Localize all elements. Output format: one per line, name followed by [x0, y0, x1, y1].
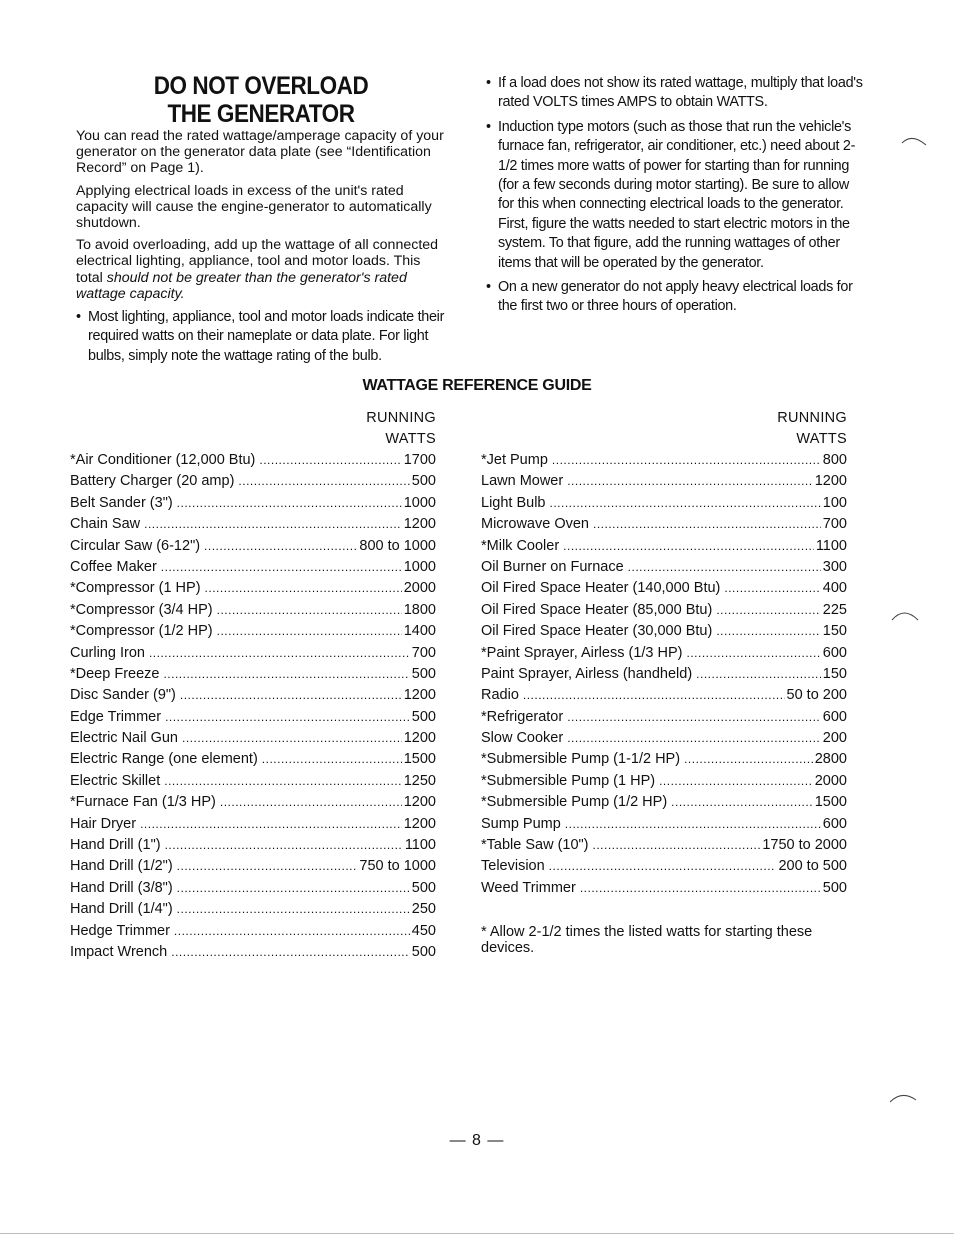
table-row — [70, 621, 436, 642]
item-watts: 500 — [411, 473, 436, 490]
item-name: Hand Drill (3/8") — [70, 879, 173, 896]
dot-leader — [217, 621, 402, 642]
column-header-line-1: RUNNING — [366, 410, 436, 426]
item-name: Battery Charger (20 amp) — [70, 473, 235, 490]
item-name: Hand Drill (1/4") — [70, 901, 173, 918]
intro-bullets — [76, 308, 450, 366]
intro-p3-text: To avoid overloading, add up the wattage of all connected electrical lighting, appliance, tool and motor loads. This total — [76, 237, 439, 286]
table-row — [70, 792, 436, 813]
item-name: Coffee Maker — [70, 558, 157, 575]
item-name: Edge Trimmer — [70, 708, 162, 725]
dot-leader — [177, 493, 402, 514]
right-bullets — [486, 74, 864, 322]
dot-leader — [163, 664, 409, 685]
dot-leader — [238, 471, 409, 492]
table-row — [481, 728, 847, 749]
dot-leader — [671, 792, 813, 813]
section-heading: WATTAGE REFERENCE GUIDE — [362, 377, 592, 394]
table-row — [70, 942, 436, 963]
dot-leader — [659, 771, 813, 792]
item-name: Slow Cooker — [481, 730, 564, 747]
dot-leader — [217, 600, 402, 621]
table-row — [481, 771, 847, 792]
item-watts: 1500 — [403, 751, 436, 768]
item-name: *Submersible Pump (1-1/2 HP) — [481, 751, 681, 768]
dot-leader — [165, 835, 403, 856]
item-watts: 1200 — [403, 730, 436, 747]
title-line-1: DO NOT OVERLOAD — [153, 72, 369, 100]
item-watts: 600 — [822, 708, 847, 725]
table-row — [70, 899, 436, 920]
table-row — [481, 493, 847, 514]
item-watts: 1200 — [403, 687, 436, 704]
item-watts: 1100 — [404, 837, 436, 854]
scan-mark-icon — [888, 1088, 918, 1104]
table-row — [70, 578, 436, 599]
item-name: Disc Sander (9") — [70, 687, 176, 704]
item-name: *Compressor (1/2 HP) — [70, 623, 213, 640]
item-name: Light Bulb — [481, 494, 546, 511]
item-watts: 150 — [822, 623, 847, 640]
item-name: Electric Skillet — [70, 772, 161, 789]
item-watts: 50 to 200 — [786, 687, 847, 704]
table-row — [70, 493, 436, 514]
table-row — [481, 514, 847, 535]
dot-leader — [716, 600, 820, 621]
dot-leader — [259, 450, 401, 471]
item-watts: 800 — [822, 452, 847, 468]
dot-leader — [177, 856, 358, 877]
item-watts: 450 — [411, 922, 436, 939]
table-row — [70, 749, 436, 770]
table-row — [70, 685, 436, 706]
table-row — [70, 814, 436, 835]
item-watts: 100 — [822, 494, 847, 511]
item-watts: 500 — [411, 708, 436, 725]
intro-paragraph-3 — [76, 237, 450, 302]
item-watts: 400 — [822, 580, 847, 597]
item-name: Paint Sprayer, Airless (handheld) — [481, 665, 693, 682]
dot-leader — [716, 621, 820, 642]
item-watts: 200 — [822, 730, 847, 747]
table-row — [70, 450, 436, 471]
table-row — [70, 643, 436, 664]
dot-leader — [182, 728, 402, 749]
table-row — [70, 471, 436, 492]
item-watts: 700 — [822, 516, 847, 533]
footnote: * Allow 2-1/2 times the listed watts for starting these devices. — [481, 924, 813, 956]
dot-leader — [171, 942, 410, 963]
column-header-line-1: RUNNING — [777, 410, 847, 426]
column-header — [481, 408, 847, 450]
dot-leader — [149, 643, 410, 664]
intro-p3-emphasis: should not be greater than the generator's rated wattage capacity. — [76, 269, 407, 302]
dot-leader — [205, 578, 402, 599]
column-header-line-2: WATTS — [796, 431, 847, 447]
item-watts: 1750 to 2000 — [762, 837, 847, 854]
dot-leader — [686, 643, 820, 664]
table-row — [70, 664, 436, 685]
table-row — [70, 728, 436, 749]
intro-paragraph-2: Applying electrical loads in excess of the unit's rated capacity will cause the engine-generator to automatically shutdown. — [76, 182, 432, 232]
item-name: Television — [481, 858, 545, 875]
item-watts: 500 — [411, 879, 436, 896]
title-line-2: THE GENERATOR — [167, 100, 355, 128]
dot-leader — [177, 899, 410, 920]
table-row — [481, 536, 847, 557]
table-row — [70, 856, 436, 877]
item-watts: 2000 — [403, 580, 436, 597]
table-row — [481, 749, 847, 770]
item-watts: 600 — [822, 815, 847, 832]
dot-leader — [628, 557, 821, 578]
item-watts: 500 — [411, 665, 436, 682]
dot-leader — [549, 856, 777, 877]
table-row — [481, 814, 847, 835]
item-name: *Compressor (3/4 HP) — [70, 601, 213, 618]
item-watts: 2000 — [814, 772, 847, 789]
item-watts: 1700 — [403, 452, 436, 468]
dot-leader — [684, 749, 813, 770]
item-name: *Submersible Pump (1 HP) — [481, 772, 656, 789]
bottom-rule — [0, 1233, 954, 1234]
item-name: Oil Fired Space Heater (140,000 Btu) — [481, 580, 721, 597]
table-rows — [481, 450, 847, 899]
dot-leader — [565, 814, 821, 835]
item-watts: 150 — [822, 665, 847, 682]
item-name: *Milk Cooler — [481, 537, 560, 554]
item-name: Oil Fired Space Heater (30,000 Btu) — [481, 623, 713, 640]
item-watts: 500 — [411, 943, 436, 960]
table-row — [70, 707, 436, 728]
table-row — [481, 557, 847, 578]
item-name: Oil Fired Space Heater (85,000 Btu) — [481, 601, 713, 618]
table-row — [481, 471, 847, 492]
dot-leader — [180, 685, 402, 706]
item-name: Chain Saw — [70, 516, 141, 533]
dot-leader — [165, 707, 410, 728]
item-watts: 800 to 1000 — [359, 537, 436, 554]
table-row — [70, 557, 436, 578]
table-row — [481, 856, 847, 877]
page-title — [95, 72, 428, 128]
dot-leader — [567, 728, 821, 749]
item-name: *Jet Pump — [481, 452, 548, 468]
item-name: Lawn Mower — [481, 473, 564, 490]
item-watts: 750 to 1000 — [359, 858, 436, 875]
table-row — [481, 643, 847, 664]
dot-leader — [161, 557, 402, 578]
table-row — [481, 878, 847, 899]
dot-leader — [567, 707, 821, 728]
item-watts: 2800 — [814, 751, 847, 768]
wattage-table-right — [481, 408, 847, 899]
table-row — [70, 921, 436, 942]
item-watts: 1250 — [403, 772, 436, 789]
column-header — [70, 408, 436, 450]
item-watts: 225 — [822, 601, 847, 618]
table-row — [70, 514, 436, 535]
dot-leader — [174, 921, 410, 942]
table-row — [70, 878, 436, 899]
bullet-item: • If a load does not show its rated wattage, multiply that load's rated VOLTS times AMPS to obtain WATTS. — [486, 74, 864, 113]
item-watts: 1400 — [403, 623, 436, 640]
dot-leader — [593, 514, 821, 535]
dot-leader — [593, 835, 761, 856]
item-name: Electric Nail Gun — [70, 730, 178, 747]
item-name: *Furnace Fan (1/3 HP) — [70, 794, 216, 811]
dot-leader — [696, 664, 821, 685]
dot-leader — [220, 792, 402, 813]
item-name: *Compressor (1 HP) — [70, 580, 201, 597]
item-name: Hair Dryer — [70, 815, 137, 832]
item-name: Weed Trimmer — [481, 879, 576, 896]
table-rows — [70, 450, 436, 963]
item-watts: 200 to 500 — [778, 858, 847, 875]
item-watts: 1200 — [403, 794, 436, 811]
dot-leader — [724, 578, 820, 599]
table-row — [70, 771, 436, 792]
item-watts: 1800 — [403, 601, 436, 618]
item-name: Oil Burner on Furnace — [481, 558, 624, 575]
item-name: Electric Range (one element) — [70, 751, 258, 768]
table-row — [481, 792, 847, 813]
table-row — [481, 621, 847, 642]
item-name: Hedge Trimmer — [70, 922, 170, 939]
dot-leader — [580, 878, 821, 899]
item-watts: 1000 — [403, 494, 436, 511]
bullet-item: • Most lighting, appliance, tool and motor loads indicate their required watts on their nameplate or data plate. For light bulbs, simply note the wattage rating of the bulb. — [76, 308, 450, 366]
item-name: *Air Conditioner (12,000 Btu) — [70, 452, 256, 468]
dot-leader — [552, 450, 821, 471]
dot-leader — [563, 536, 814, 557]
item-name: Belt Sander (3") — [70, 494, 173, 511]
item-name: Circular Saw (6-12") — [70, 537, 201, 554]
item-name: Radio — [481, 687, 519, 704]
dot-leader — [164, 771, 401, 792]
bullet-item: • Induction type motors (such as those that run the vehicle's furnace fan, refrigerator, air conditioner, etc.) need about 2-1/2 times more watts of power for starting than for running (for a few seconds during motor starting). Be sure to allow for this when connecting electrical loads to the generator. First, figure the watts needed to start electric motors in the system. To that figure, add the running wattages of other items that will be operated by the generator. — [486, 118, 864, 273]
table-row — [481, 835, 847, 856]
dot-leader — [550, 493, 821, 514]
item-watts: 1200 — [403, 516, 436, 533]
bullet-item: • On a new generator do not apply heavy electrical loads for the first two or three hours of operation. — [486, 278, 864, 317]
item-watts: 1000 — [403, 558, 436, 575]
table-row — [481, 578, 847, 599]
dot-leader — [204, 536, 357, 557]
item-name: *Deep Freeze — [70, 665, 160, 682]
page-number: — 8 — — [449, 1132, 505, 1149]
dot-leader — [177, 878, 410, 899]
item-watts: 700 — [411, 644, 436, 661]
item-watts: 500 — [822, 879, 847, 896]
table-row — [481, 707, 847, 728]
item-name: *Paint Sprayer, Airless (1/3 HP) — [481, 644, 683, 661]
scan-mark-icon — [890, 606, 920, 622]
item-name: Curling Iron — [70, 644, 145, 661]
wattage-table-left — [70, 408, 436, 963]
item-watts: 300 — [822, 558, 847, 575]
item-name: Impact Wrench — [70, 943, 168, 960]
item-watts: 1200 — [814, 473, 847, 490]
column-header-line-2: WATTS — [385, 431, 436, 447]
table-row — [481, 685, 847, 706]
table-row — [70, 536, 436, 557]
item-name: Sump Pump — [481, 815, 561, 832]
intro-section — [76, 128, 450, 371]
dot-leader — [144, 514, 402, 535]
item-name: *Refrigerator — [481, 708, 564, 725]
intro-paragraph-1: You can read the rated wattage/amperage capacity of your generator on the generator data plate (see “Identification Record” on Page 1). — [76, 128, 444, 177]
item-name: Hand Drill (1") — [70, 837, 161, 854]
dot-leader — [140, 814, 402, 835]
dot-leader — [262, 749, 402, 770]
table-row — [70, 600, 436, 621]
table-row — [70, 835, 436, 856]
table-row — [481, 450, 847, 471]
item-watts: 1100 — [815, 537, 847, 554]
item-name: Microwave Oven — [481, 516, 589, 533]
dot-leader — [523, 685, 785, 706]
dot-leader — [567, 471, 813, 492]
item-name: *Submersible Pump (1/2 HP) — [481, 794, 668, 811]
table-row — [481, 600, 847, 621]
item-watts: 1500 — [814, 794, 847, 811]
item-watts: 1200 — [403, 815, 436, 832]
item-name: *Table Saw (10") — [481, 837, 589, 854]
item-name: Hand Drill (1/2") — [70, 858, 173, 875]
scan-mark-icon — [900, 131, 930, 147]
table-row — [481, 664, 847, 685]
item-watts: 600 — [822, 644, 847, 661]
item-watts: 250 — [411, 901, 436, 918]
